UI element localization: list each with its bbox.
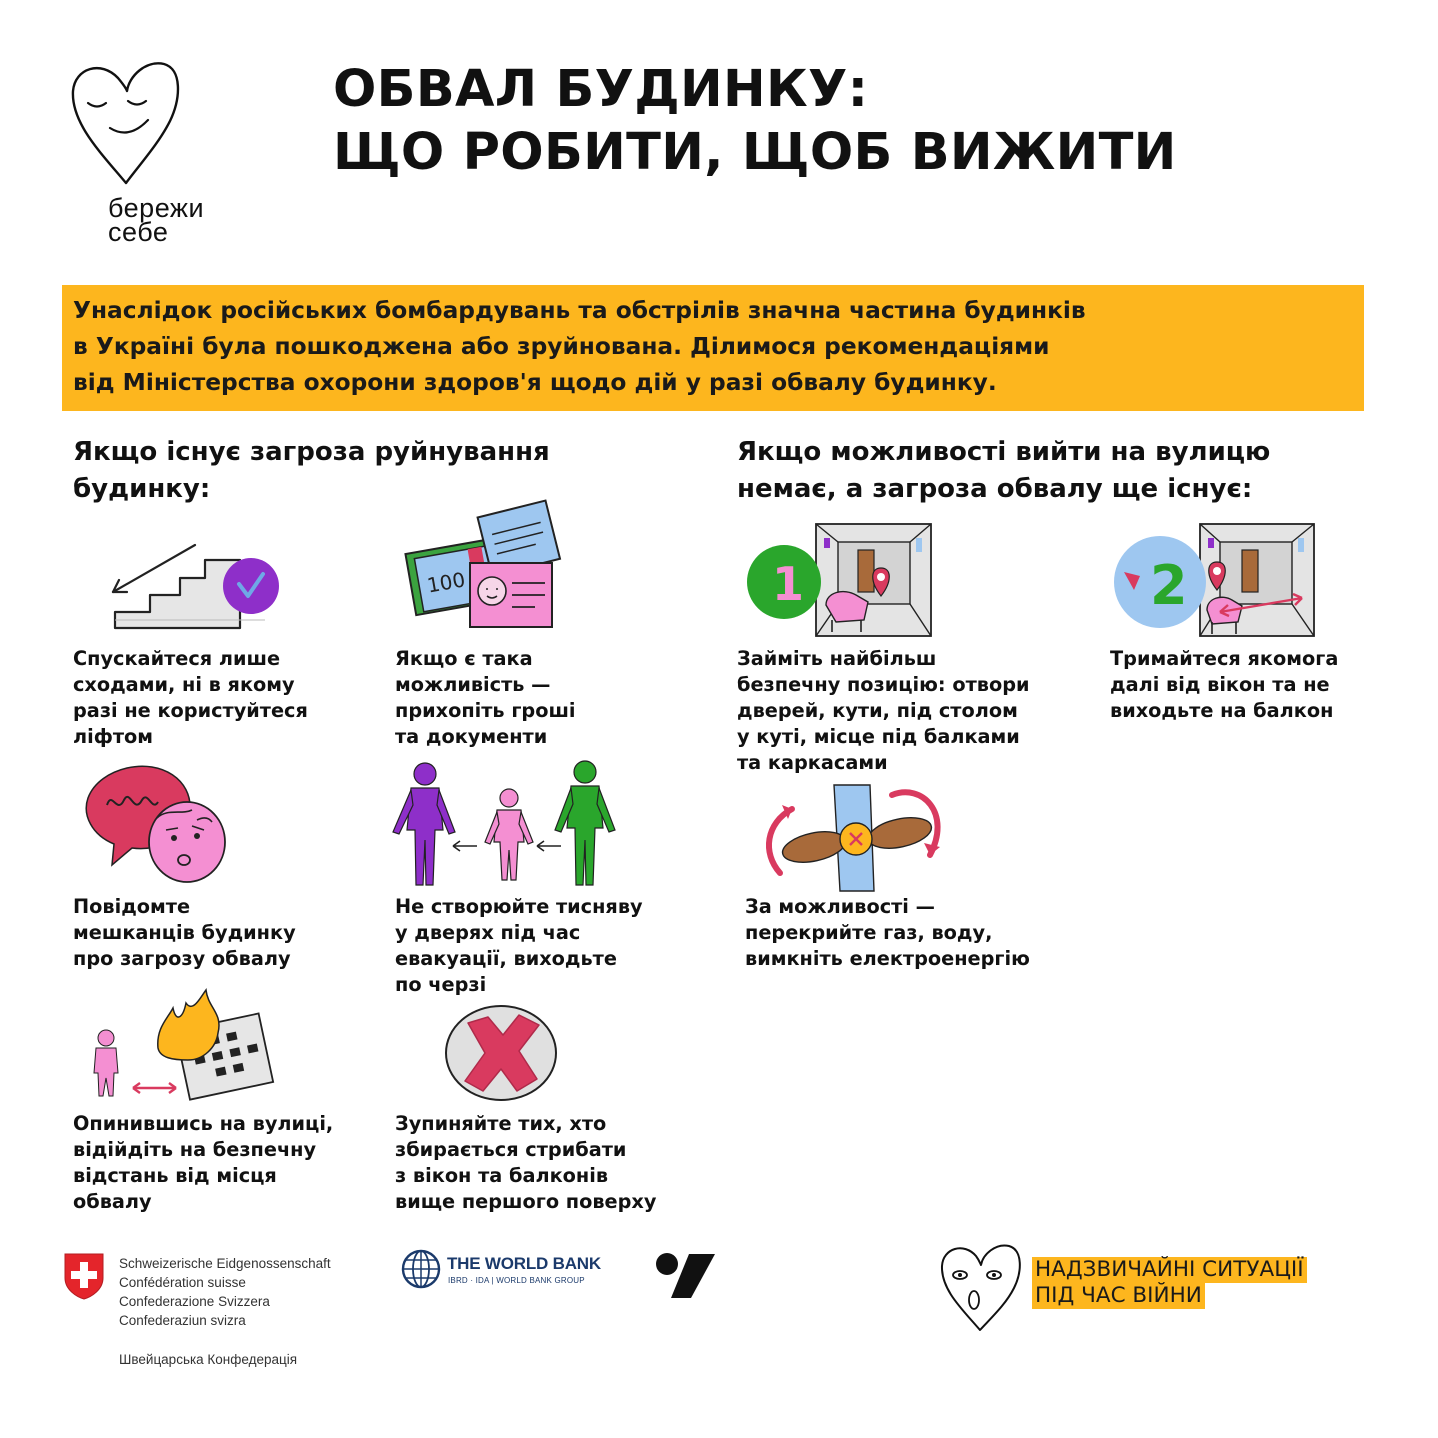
tip-line: виходьте на балкон (1110, 699, 1334, 722)
tip-notify (73, 894, 296, 972)
tip-stairs (73, 646, 308, 750)
right-section-heading (737, 434, 1270, 508)
tip-line: безпечну позицію: отвори (737, 673, 1030, 696)
tip-line: відійдіть на безпечну (73, 1138, 317, 1161)
swiss-confederation-text (119, 1254, 331, 1330)
swiss-line: Confederazione Svizzera (119, 1294, 270, 1309)
swiss-coat-of-arms-icon (63, 1252, 105, 1300)
tip-money-documents (395, 646, 576, 750)
tip-safe-position (737, 646, 1030, 776)
badge-line: НАДЗВИЧАЙНІ СИТУАЦІЇ (1032, 1257, 1307, 1283)
heading-line: Якщо існує загроза руйнування (73, 437, 550, 467)
tip-line: Спускайтеся лише (73, 647, 281, 670)
tip-line: обвалу (73, 1190, 152, 1213)
tip-line: та документи (395, 725, 548, 748)
money-documents-icon (400, 503, 560, 633)
tip-line: дверей, кути, під столом (737, 699, 1018, 722)
intro-line: в Україні була пошкоджена або зруйнована. Ділимося рекомендаціями (73, 333, 1050, 360)
tip-line: у куті, місце під балками (737, 725, 1020, 748)
surprised-heart-icon (938, 1242, 1024, 1334)
swiss-line: Confederaziun svizra (119, 1313, 246, 1328)
tip-line: та каркасами (737, 751, 888, 774)
badge-number-1: 1 (772, 557, 805, 611)
tip-line: прихопіть гроші (395, 699, 576, 722)
world-bank-globe-icon (401, 1249, 441, 1289)
valve-icon (762, 783, 952, 893)
smiling-heart-icon (66, 58, 186, 188)
tip-safe-distance (73, 1111, 333, 1215)
tip-line: Не створюйте тисняву (395, 895, 643, 918)
partner-logo-icon (655, 1252, 717, 1300)
speech-bubble-face-icon (82, 760, 232, 890)
tip-line: перекрийте газ, воду, (745, 921, 993, 944)
tip-line: Займіть найбільш (737, 647, 937, 670)
tip-line: у дверях під час (395, 921, 581, 944)
tip-line: про загрозу обвалу (73, 947, 291, 970)
intro-line: від Міністерства охорони здоров'я щодо дій у разі обвалу будинку. (73, 369, 997, 396)
title-line2: ЩО РОБИТИ, ЩОБ ВИЖИТИ (333, 123, 1177, 182)
tip-line: Повідомте (73, 895, 191, 918)
intro-line: Унаслідок російських бомбардувань та обстрілів значна частина будинків (73, 297, 1086, 324)
world-bank-title: THE WORLD BANK (447, 1254, 601, 1273)
left-section-heading (73, 434, 550, 508)
tip-line: сходами, ні в якому (73, 673, 295, 696)
world-bank-subtitle: IBRD · IDA | WORLD BANK GROUP (448, 1276, 585, 1285)
swiss-line: Schweizerische Eidgenossenschaft (119, 1256, 331, 1271)
intro-banner (62, 285, 1364, 411)
collapse-distance-icon (88, 988, 283, 1103)
tip-evacuation (395, 894, 643, 998)
tip-line: Зупиняйте тих, хто (395, 1112, 607, 1135)
tip-line: з вікон та балконів (395, 1164, 609, 1187)
heading-line: немає, а загроза обвалу ще існує: (737, 474, 1253, 504)
stop-cross-icon (443, 1003, 563, 1103)
tip-line: Опинившись на вулиці, (73, 1112, 334, 1135)
badge-line: ПІД ЧАС ВІЙНИ (1032, 1283, 1205, 1309)
tip-shut-off-utilities (745, 894, 1030, 972)
tip-line: разі не користуйтеся (73, 699, 308, 722)
logo-line1: бережи (108, 193, 205, 223)
safe-position-icon (746, 520, 936, 640)
swiss-line: Confédération suisse (119, 1275, 246, 1290)
tip-line: далі від вікон та не (1110, 673, 1330, 696)
away-from-windows-icon (1112, 520, 1317, 640)
tip-line: відстань від місця (73, 1164, 277, 1187)
money-label: 100 (425, 567, 467, 598)
page-title (333, 58, 1393, 184)
tip-line: Тримайтеся якомога (1110, 647, 1339, 670)
tip-line: евакуації, виходьте (395, 947, 617, 970)
badge-number-2: 2 (1150, 554, 1188, 617)
logo-line2: себе (108, 217, 169, 247)
tip-line: Якщо є така (395, 647, 533, 670)
tip-line: вище першого поверху (395, 1190, 657, 1213)
swiss-confederation-ua: Швейцарська Конфедерація (119, 1352, 298, 1367)
tip-line: по черзі (395, 973, 487, 996)
tip-line: За можливості — (745, 895, 935, 918)
stairs-icon (105, 540, 285, 635)
heading-line: будинку: (73, 474, 211, 504)
people-queue-icon (385, 760, 625, 890)
title-line1: ОБВАЛ БУДИНКУ: (333, 60, 869, 119)
tip-stop-jumping (395, 1111, 656, 1215)
tip-line: мешканців будинку (73, 921, 296, 944)
tip-line: ліфтом (73, 725, 154, 748)
tip-line: збирається стрибати (395, 1138, 627, 1161)
heading-line: Якщо можливості вийти на вулицю (737, 437, 1271, 467)
tip-line: вимкніть електроенергію (745, 947, 1030, 970)
series-badge (1032, 1257, 1307, 1309)
tip-line: можливість — (395, 673, 551, 696)
tip-away-from-windows (1110, 646, 1338, 724)
brand-logo (66, 58, 236, 248)
